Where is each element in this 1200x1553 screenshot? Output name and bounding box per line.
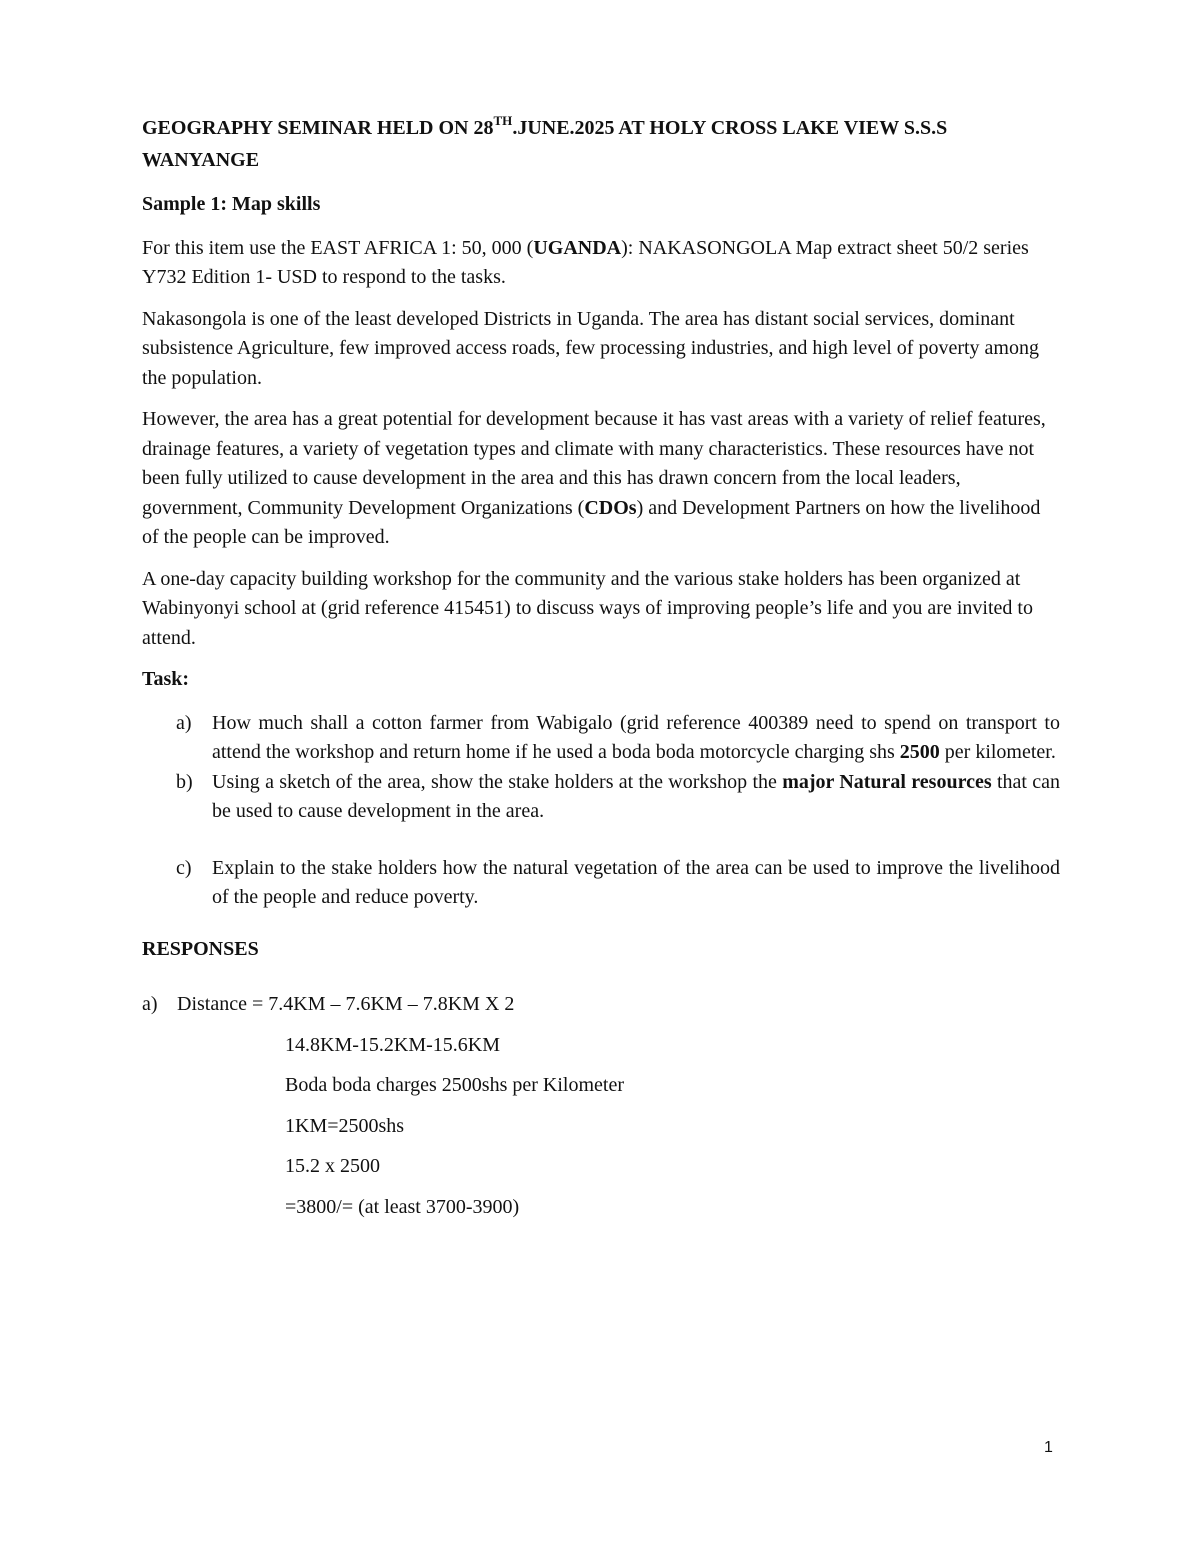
para2-text-after: ) and Development Partners on how the livelihood of the people can be improved. bbox=[142, 496, 1041, 548]
task-item-b bbox=[176, 768, 1060, 827]
document-body bbox=[142, 112, 1060, 1233]
para2-bold: CDOs bbox=[584, 496, 637, 519]
calc-line: 15.2 x 2500 bbox=[285, 1155, 380, 1177]
title-superscript: TH bbox=[493, 113, 513, 129]
task-b-bold: major Natural resources bbox=[782, 770, 992, 793]
task-marker: c) bbox=[176, 856, 192, 879]
page-number: 1 bbox=[1044, 1439, 1053, 1456]
sample-heading: Sample 1: Map skills bbox=[142, 193, 321, 215]
response-a-calculation bbox=[285, 1031, 1060, 1223]
calc-line: Boda boda charges 2500shs per Kilometer bbox=[285, 1074, 624, 1096]
intro-paragraph bbox=[142, 234, 1060, 293]
task-b-text-before: Using a sketch of the area, show the stake holders at the workshop the bbox=[212, 770, 783, 793]
title-prefix: GEOGRAPHY SEMINAR HELD ON 28 bbox=[142, 117, 494, 139]
intro-text-after: ): NAKASONGOLA Map extract sheet 50/2 series Y732 Edition 1- USD to respond to the tasks. bbox=[142, 236, 1029, 288]
calc-line: =3800/= (at least 3700-3900) bbox=[285, 1195, 520, 1218]
task-a-text-after: per kilometer. bbox=[939, 741, 1056, 763]
document-title bbox=[142, 112, 1060, 176]
calc-line: 1KM=2500shs bbox=[285, 1114, 405, 1137]
task-item-a bbox=[176, 709, 1060, 768]
task-heading: Task: bbox=[142, 668, 190, 690]
task-text bbox=[212, 709, 1060, 768]
task-b-text-after: that can be used to cause development in the area. bbox=[212, 770, 1060, 822]
task-marker: a) bbox=[176, 711, 192, 734]
response-marker: a) bbox=[142, 993, 158, 1015]
task-marker: b) bbox=[176, 770, 193, 793]
task-list bbox=[142, 709, 1060, 913]
task-item-c bbox=[176, 854, 1060, 913]
task-text bbox=[212, 854, 1060, 913]
paragraph-2 bbox=[142, 405, 1060, 553]
response-distance: Distance = 7.4KM – 7.6KM – 7.8KM X 2 bbox=[177, 993, 515, 1015]
paragraph-1: Nakasongola is one of the least developed Districts in Uganda. The area has distant social services, dominant subsistence Agriculture, few improved access roads, few processing industries, and high level of poverty among the population. bbox=[142, 307, 1039, 389]
task-a-text-before: How much shall a cotton farmer from Wabigalo (grid reference 400389 need to spend on transport to attend the workshop and return home if he used a boda boda motorcycle charging shs bbox=[212, 711, 1060, 763]
paragraph-3: A one-day capacity building workshop for the community and the various stake holders has been organized at Wabinyonyi school at (grid reference 415451) to discuss ways of improving people’s life and you are invited to attend. bbox=[142, 567, 1033, 649]
intro-text-before: For this item use the EAST AFRICA 1: 50, 000 ( bbox=[142, 236, 534, 259]
intro-bold: UGANDA bbox=[533, 236, 622, 259]
calc-line: 14.8KM-15.2KM-15.6KM bbox=[285, 1033, 500, 1056]
title-suffix: .JUNE.2025 AT HOLY CROSS LAKE VIEW S.S.S WANYANGE bbox=[142, 117, 948, 171]
task-text bbox=[212, 768, 1060, 827]
task-c-text-before: Explain to the stake holders how the natural vegetation of the area can be used to improve the livelihood of the people and reduce poverty. bbox=[212, 856, 1060, 908]
para2-text-before: However, the area has a great potential for development because it has vast areas with a variety of relief features, drainage features, a variety of vegetation types and climate with many characteristics. These resources have not been fully utilized to cause development in the area and this has drawn concern from the local leaders, government, Community Development Organizations ( bbox=[142, 408, 1046, 519]
responses-heading: RESPONSES bbox=[142, 937, 259, 960]
response-a-first-line bbox=[142, 990, 1060, 1020]
task-a-bold: 2500 bbox=[899, 741, 940, 763]
